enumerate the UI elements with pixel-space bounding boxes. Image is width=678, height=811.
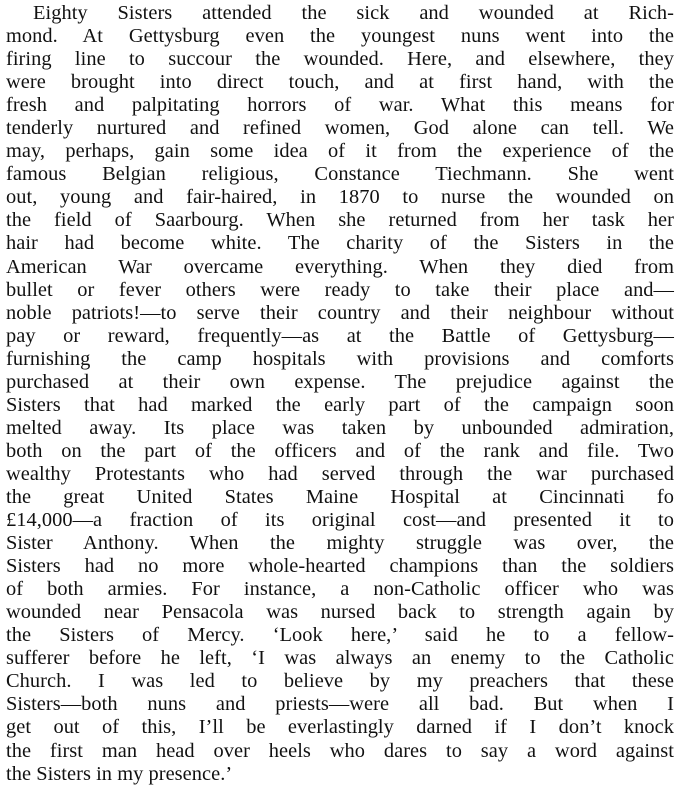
text-line: firing line to succour the wounded. Here, and elsewhere, they <box>6 48 674 71</box>
text-line: Church. I was led to believe by my preachers that these <box>6 670 674 693</box>
text-line: melted away. Its place was taken by unbounded admiration, <box>6 416 674 439</box>
body-paragraph <box>6 2 674 786</box>
text-line: Eighty Sisters attended the sick and wounded at Rich- <box>33 2 674 24</box>
text-line: the Sisters in my presence.’ <box>6 762 233 785</box>
text-line: the great United States Maine Hospital at Cincinnati fo <box>6 485 674 508</box>
text-line: the first man head over heels who dares to say a word against <box>6 739 674 762</box>
text-line: pay or reward, frequently—as at the Battle of Gettysburg— <box>6 324 674 347</box>
text-line: furnishing the camp hospitals with provisions and comforts <box>6 347 674 370</box>
text-line: Sisters—both nuns and priests—were all bad. But when I <box>6 693 674 716</box>
text-line: £14,000—a fraction of its original cost—and presented it to <box>6 509 674 532</box>
text-line: out, young and fair-haired, in 1870 to nurse the wounded on <box>6 186 674 209</box>
text-line: sufferer before he left, ‘I was always an enemy to the Catholic <box>6 647 674 670</box>
text-line: hair had become white. The charity of the Sisters in the <box>6 232 674 255</box>
text-line: American War overcame everything. When they died from <box>6 255 674 278</box>
text-line: both on the part of the officers and of the rank and file. Two <box>6 439 674 462</box>
text-line: tenderly nurtured and refined women, God alone can tell. We <box>6 117 674 140</box>
text-line: may, perhaps, gain some idea of it from the experience of the <box>6 140 674 163</box>
text-line: Sisters had no more whole-hearted champions than the soldiers <box>6 555 674 578</box>
text-line: were brought into direct touch, and at first hand, with the <box>6 71 674 94</box>
text-line: get out of this, I’ll be everlastingly darned if I don’t knock <box>6 716 674 739</box>
text-line: wealthy Protestants who had served through the war purchased <box>6 462 674 485</box>
text-line: bullet or fever others were ready to take their place and— <box>6 278 674 301</box>
text-line: noble patriots!—to serve their country and their neighbour without <box>6 301 674 324</box>
text-line: the Sisters of Mercy. ‘Look here,’ said he to a fellow- <box>6 624 674 647</box>
text-line: the field of Saarbourg. When she returned from her task her <box>6 209 674 232</box>
text-line: of both armies. For instance, a non-Catholic officer who was <box>6 578 674 601</box>
text-line: famous Belgian religious, Constance Tiechmann. She went <box>6 163 674 186</box>
text-line: Sister Anthony. When the mighty struggle was over, the <box>6 532 674 555</box>
text-line: wounded near Pensacola was nursed back to strength again by <box>6 601 674 624</box>
text-line: mond. At Gettysburg even the youngest nuns went into the <box>6 25 674 48</box>
text-line: Sisters that had marked the early part of the campaign soon <box>6 393 674 416</box>
text-line: fresh and palpitating horrors of war. What this means for <box>6 94 674 117</box>
text-line: purchased at their own expense. The prejudice against the <box>6 370 674 393</box>
